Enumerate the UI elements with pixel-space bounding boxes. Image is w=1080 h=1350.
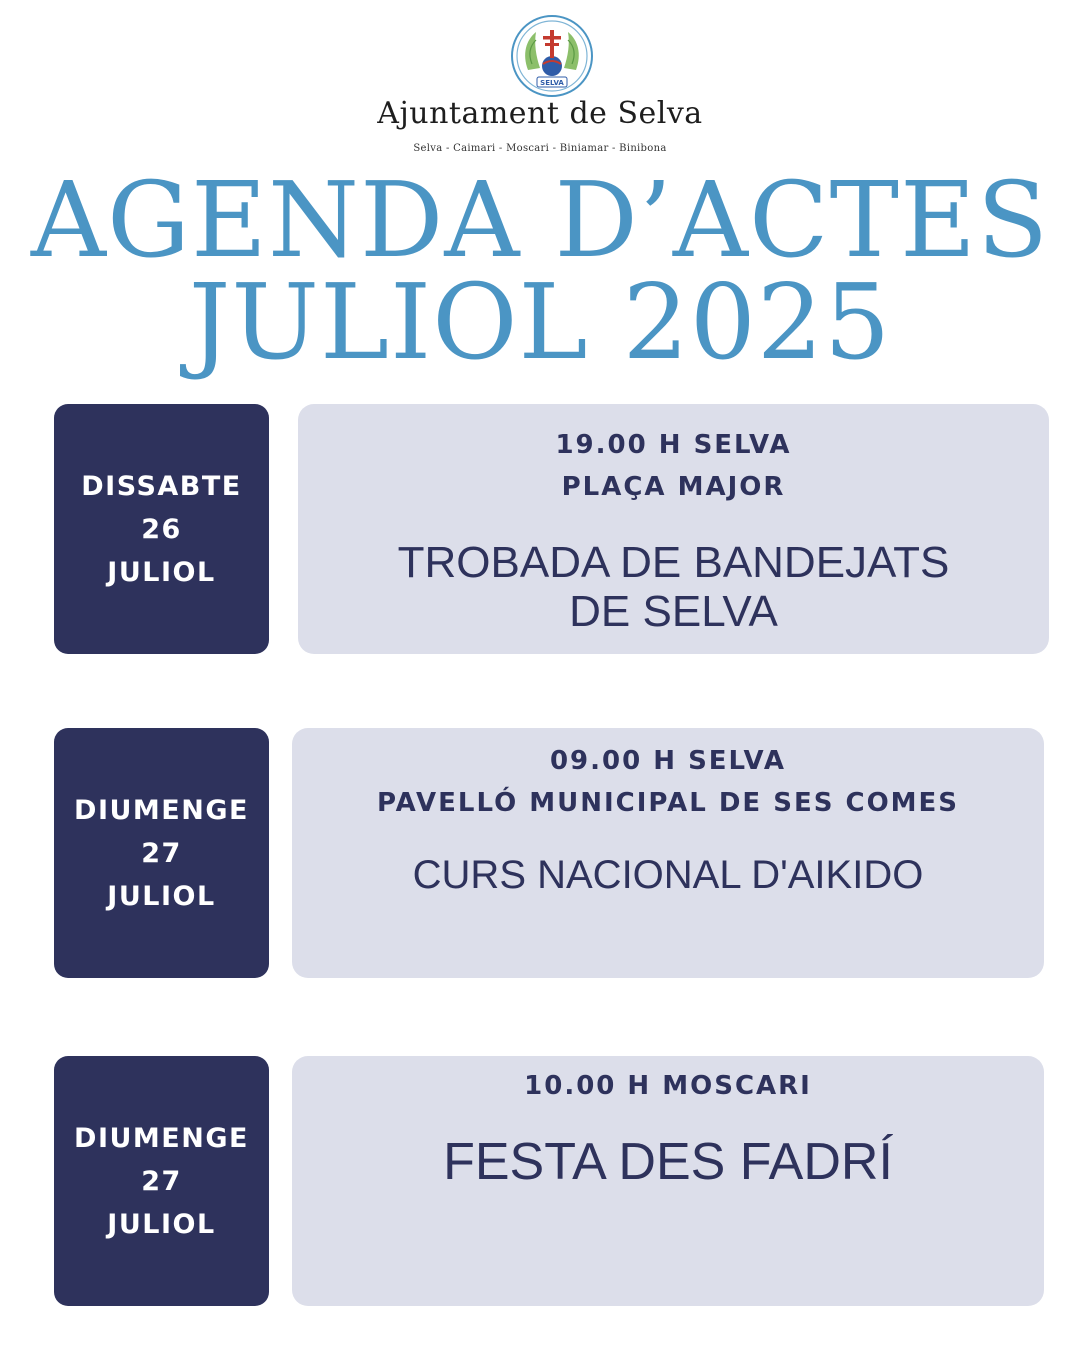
event-date: 26 [141,513,182,545]
organization-villages: Selva - Caimari - Moscari - Biniamar - Binibona [413,143,667,154]
event-day: DIUMENGE [74,1122,249,1154]
event-day: DIUMENGE [74,794,249,826]
event-name-line2: DE SELVA [569,587,778,636]
organization-name: Ajuntament de Selva [377,96,703,131]
event-date-badge [54,404,269,654]
event-venue: PAVELLÓ MUNICIPAL DE SES COMES [376,788,960,818]
event-card [298,404,1049,654]
event-card [292,1056,1044,1306]
event-date-badge [54,728,269,978]
svg-text:SELVA: SELVA [540,79,564,87]
event-name-line1: CURS NACIONAL D'AIKIDO [412,853,924,897]
municipal-crest-logo [510,14,594,98]
event-date: 27 [141,837,182,869]
event-month: JULIOL [107,880,216,912]
poster-title-line1: AGENDA D’ACTES [30,159,1050,281]
event-name-line1: FESTA DES FADRÍ [443,1133,893,1191]
event-venue: PLAÇA MAJOR [561,472,786,502]
event-month: JULIOL [107,556,216,588]
event-name-line1: TROBADA DE BANDEJATS [397,538,950,587]
event-card [292,728,1044,978]
event-month: JULIOL [107,1208,216,1240]
event-time-place: 09.00 H SELVA [549,746,787,776]
event-date-badge [54,1056,269,1306]
event-time-place: 10.00 H MOSCARI [524,1071,812,1101]
event-day: DISSABTE [81,470,242,502]
poster-title-line2: JULIOL 2025 [188,261,892,383]
event-time-place: 19.00 H SELVA [555,430,792,460]
event-date: 27 [141,1165,182,1197]
